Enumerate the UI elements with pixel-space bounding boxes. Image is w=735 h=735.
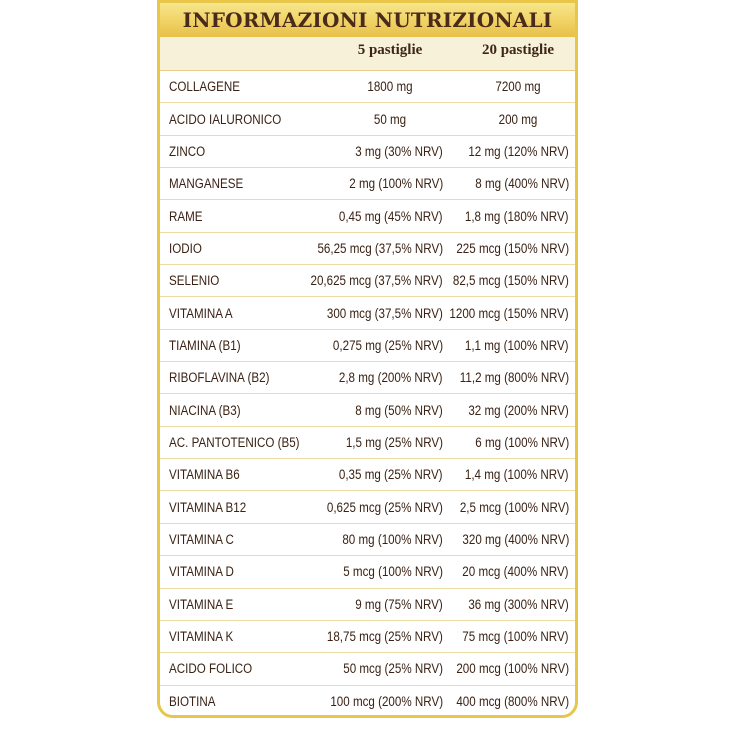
value-5-tablets: 0,35 mg (25% NRV) xyxy=(339,467,443,483)
nutrient-name: TIAMINA (B1) xyxy=(169,337,241,353)
column-header-20-tablets: 20 pastiglie xyxy=(481,42,555,58)
value-5-tablets: 20,625 mcg (37,5% NRV) xyxy=(310,273,443,289)
nutrient-name: MANGANESE xyxy=(169,176,244,192)
value-5-tablets: 3 mg (30% NRV) xyxy=(355,143,443,159)
value-5-tablets: 50 mcg (25% NRV) xyxy=(343,661,443,677)
table-row xyxy=(160,136,575,168)
nutrient-name: ACIDO IALURONICO xyxy=(169,111,282,127)
value-20-tablets: 12 mg (120% NRV) xyxy=(468,143,569,159)
value-20-tablets: 320 mg (400% NRV) xyxy=(462,531,569,547)
panel-title: INFORMAZIONI NUTRIZIONALI xyxy=(182,8,553,32)
value-5-tablets: 0,625 mcg (25% NRV) xyxy=(327,499,443,515)
nutrient-name: IODIO xyxy=(169,240,202,256)
nutrient-name: VITAMINA B6 xyxy=(169,467,240,483)
nutrient-name: VITAMINA B12 xyxy=(169,499,247,515)
value-20-tablets: 8 mg (400% NRV) xyxy=(475,176,569,192)
nutrition-panel xyxy=(157,0,578,718)
value-20-tablets: 75 mcg (100% NRV) xyxy=(462,629,569,645)
value-20-tablets: 20 mcg (400% NRV) xyxy=(462,564,569,580)
value-20-tablets: 200 mcg (100% NRV) xyxy=(456,661,569,677)
table-row xyxy=(160,330,575,362)
value-5-tablets: 9 mg (75% NRV) xyxy=(355,596,443,612)
value-5-tablets: 0,275 mg (25% NRV) xyxy=(332,337,443,353)
nutrient-name: BIOTINA xyxy=(169,694,216,710)
value-20-tablets: 82,5 mcg (150% NRV) xyxy=(453,273,569,289)
table-row xyxy=(160,103,575,135)
value-5-tablets: 50 mg xyxy=(373,111,407,127)
value-5-tablets: 100 mcg (200% NRV) xyxy=(330,694,443,710)
column-header-row xyxy=(160,37,575,71)
value-5-tablets: 2,8 mg (200% NRV) xyxy=(339,370,443,386)
table-row xyxy=(160,589,575,621)
nutrient-table xyxy=(160,71,575,718)
value-20-tablets: 1,8 mg (180% NRV) xyxy=(465,208,569,224)
value-20-tablets: 2,5 mcg (100% NRV) xyxy=(459,499,569,515)
value-5-tablets: 2 mg (100% NRV) xyxy=(349,176,443,192)
value-5-tablets: 18,75 mcg (25% NRV) xyxy=(327,629,443,645)
nutrient-name: VITAMINA E xyxy=(169,596,234,612)
title-bar xyxy=(160,3,575,37)
value-20-tablets: 225 mcg (150% NRV) xyxy=(456,240,569,256)
nutrient-name: RAME xyxy=(169,208,203,224)
value-20-tablets: 1,4 mg (100% NRV) xyxy=(465,467,569,483)
value-20-tablets: 1,1 mg (100% NRV) xyxy=(465,337,569,353)
nutrient-name: COLLAGENE xyxy=(169,79,240,95)
nutrient-name: ACIDO FOLICO xyxy=(169,661,253,677)
value-5-tablets: 56,25 mcg (37,5% NRV) xyxy=(317,240,443,256)
table-row xyxy=(160,233,575,265)
value-5-tablets: 300 mcg (37,5% NRV) xyxy=(327,305,443,321)
table-row xyxy=(160,653,575,685)
value-5-tablets: 80 mg (100% NRV) xyxy=(342,531,443,547)
table-row xyxy=(160,362,575,394)
value-20-tablets: 1200 mcg (150% NRV) xyxy=(449,305,569,321)
table-row xyxy=(160,200,575,232)
nutrient-name: NIACINA (B3) xyxy=(169,402,241,418)
value-20-tablets: 400 mcg (800% NRV) xyxy=(456,694,569,710)
value-20-tablets: 32 mg (200% NRV) xyxy=(468,402,569,418)
nutrient-name: AC. PANTOTENICO (B5) xyxy=(169,434,300,450)
table-row xyxy=(160,621,575,653)
table-row xyxy=(160,524,575,556)
nutrient-name: VITAMINA A xyxy=(169,305,233,321)
table-row xyxy=(160,168,575,200)
value-20-tablets: 36 mg (300% NRV) xyxy=(468,596,569,612)
nutrient-name: VITAMINA D xyxy=(169,564,234,580)
nutrient-name: VITAMINA K xyxy=(169,629,234,645)
value-5-tablets: 8 mg (50% NRV) xyxy=(355,402,443,418)
table-row xyxy=(160,556,575,588)
table-row xyxy=(160,265,575,297)
column-header-5-tablets: 5 pastiglie xyxy=(357,42,423,58)
nutrient-name: VITAMINA C xyxy=(169,531,234,547)
table-row xyxy=(160,394,575,426)
value-5-tablets: 5 mcg (100% NRV) xyxy=(343,564,443,580)
value-20-tablets: 6 mg (100% NRV) xyxy=(475,434,569,450)
value-5-tablets: 0,45 mg (45% NRV) xyxy=(339,208,443,224)
table-row xyxy=(160,297,575,329)
value-20-tablets: 200 mg xyxy=(498,111,538,127)
value-20-tablets: 11,2 mg (800% NRV) xyxy=(459,370,569,386)
nutrient-name: RIBOFLAVINA (B2) xyxy=(169,370,270,386)
value-20-tablets: 7200 mg xyxy=(495,79,541,95)
table-row xyxy=(160,71,575,103)
table-row xyxy=(160,491,575,523)
nutrient-name: SELENIO xyxy=(169,273,220,289)
table-row xyxy=(160,459,575,491)
table-row xyxy=(160,427,575,459)
table-row xyxy=(160,686,575,718)
value-5-tablets: 1,5 mg (25% NRV) xyxy=(345,434,443,450)
value-5-tablets: 1800 mg xyxy=(367,79,413,95)
nutrient-name: ZINCO xyxy=(169,143,206,159)
